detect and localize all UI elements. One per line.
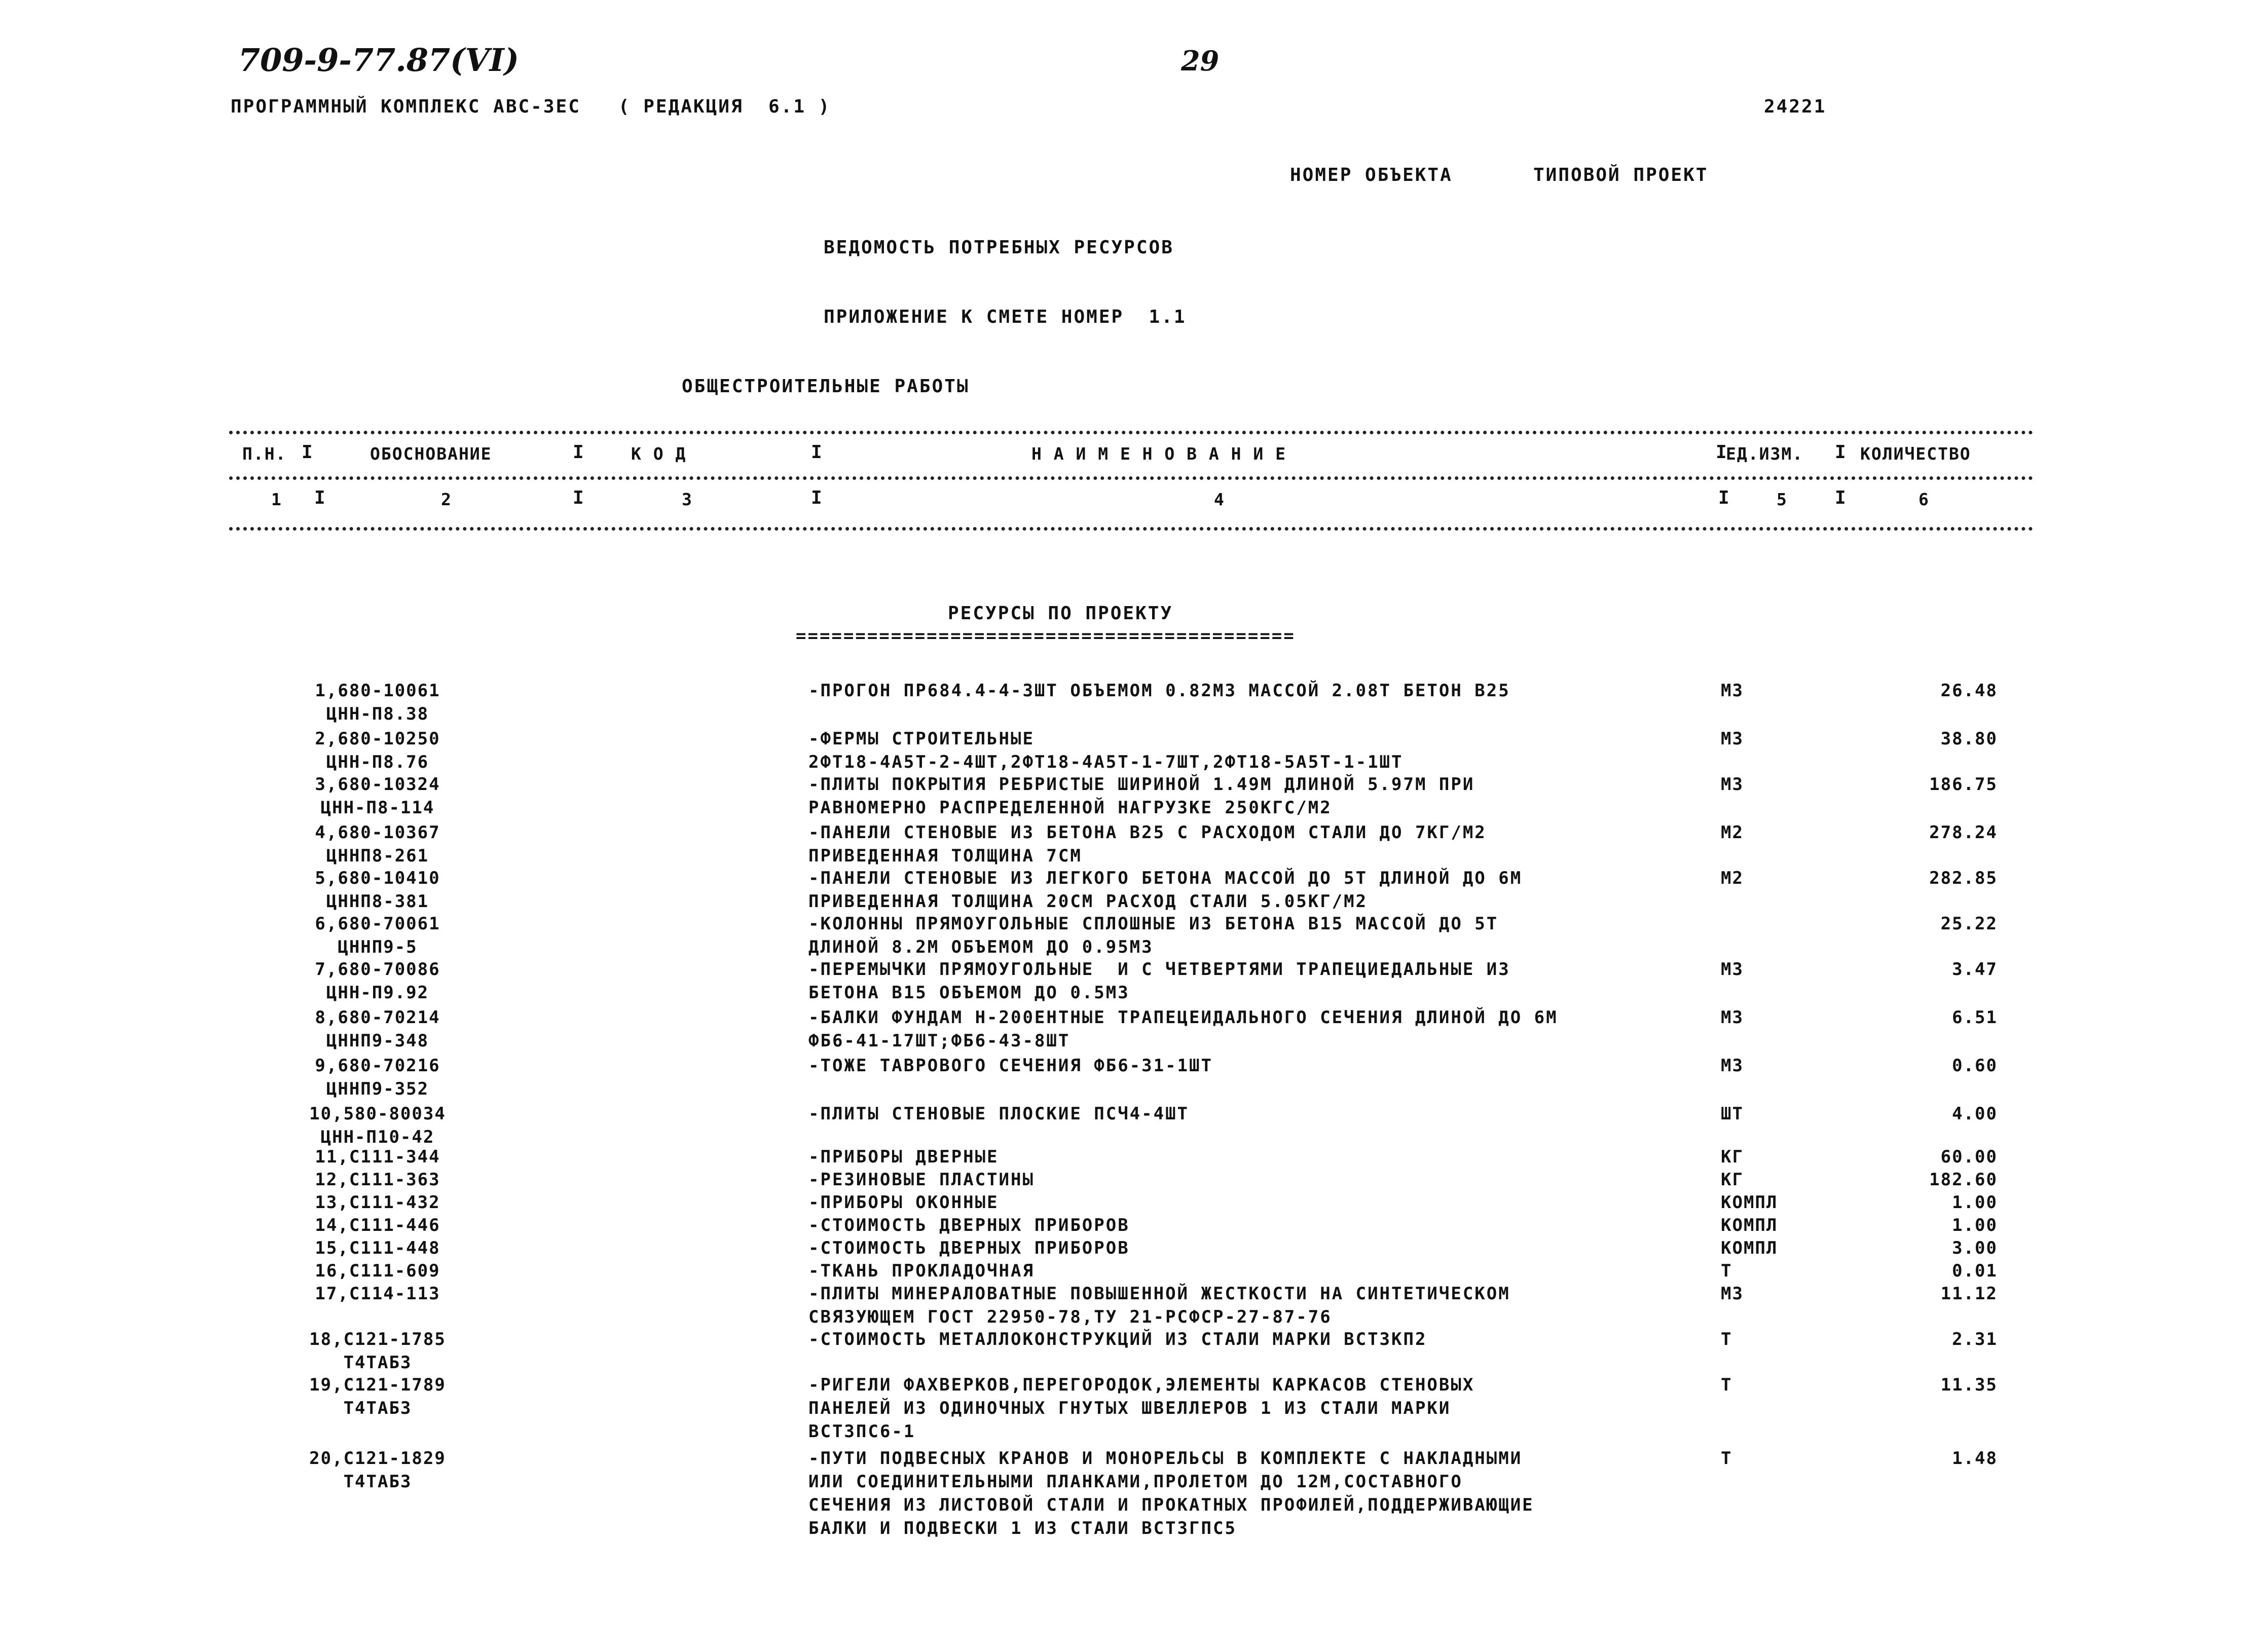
col-separator: I (811, 487, 822, 508)
resources-underline: ========================================== (796, 626, 1296, 646)
row-quantity: 1.48 (1952, 1448, 1998, 1469)
row-unit: М3 (1721, 1284, 1744, 1304)
row-name: -ПРИБОРЫ ОКОННЫЕ (808, 1192, 999, 1213)
row-unit: М3 (1721, 1007, 1744, 1028)
row-quantity: 186.75 (1929, 774, 1998, 795)
row-name: -ПРИБОРЫ ДВЕРНЫЕ (808, 1147, 999, 1167)
row-name: -СТОИМОСТЬ МЕТАЛЛОКОНСТРУКЦИЙ ИЗ СТАЛИ МАРКИ ВСТ3КП2 (808, 1329, 1427, 1349)
row-code: 10,580-80034 ЦНН-П10-42 (309, 1104, 446, 1147)
row-unit: М3 (1721, 1056, 1744, 1076)
handwritten-number: 709-9-77.87(VI) (238, 42, 519, 79)
col-header-code: К О Д (631, 444, 687, 464)
row-name: -ПАНЕЛИ СТЕНОВЫЕ ИЗ БЕТОНА В25 С РАСХОДОМ СТАЛИ ДО 7КГ/М2 ПРИВЕДЕННАЯ ТОЛЩИНА 7СМ (808, 822, 1487, 866)
row-unit: КОМПЛ (1721, 1192, 1778, 1213)
row-quantity: 0.01 (1952, 1261, 1998, 1281)
col-separator: I (302, 442, 313, 463)
row-code: 13,С111-432 (315, 1192, 440, 1213)
col-header-basis: ОБОСНОВАНИЕ (370, 444, 492, 464)
row-code: 9,680-70216 ЦННП9-352 (315, 1056, 440, 1099)
project-type: ТИПОВОЙ ПРОЕКТ (1533, 165, 1709, 185)
row-unit: Т (1721, 1448, 1732, 1469)
col-separator: I (811, 442, 822, 463)
row-unit: КОМПЛ (1721, 1238, 1778, 1258)
row-name: -РЕЗИНОВЫЕ ПЛАСТИНЫ (808, 1170, 1035, 1190)
row-unit: ШТ (1721, 1104, 1744, 1124)
col-separator: I (1835, 487, 1846, 508)
row-quantity: 6.51 (1952, 1007, 1998, 1028)
object-number-label: НОМЕР ОБЪЕКТА (1290, 165, 1453, 185)
row-code: 20,С121-1829 Т4ТАБ3 (309, 1448, 446, 1492)
row-name: -ПЛИТЫ ПОКРЫТИЯ РЕБРИСТЫЕ ШИРИНОЙ 1.49М ДЛИНОЙ 5.97М ПРИ РАВНОМЕРНО РАСПРЕДЕЛЕННОЙ НАГРУЗКЕ 250КГС/М2 (808, 774, 1475, 818)
row-quantity: 60.00 (1940, 1147, 1998, 1167)
row-code: 8,680-70214 ЦННП9-348 (315, 1007, 440, 1051)
row-code: 11,С111-344 (315, 1147, 440, 1167)
col-separator: I (573, 442, 584, 463)
table-bottom-rule (229, 527, 2034, 531)
row-code: 17,С114-113 (315, 1284, 440, 1304)
col-number: 3 (682, 490, 693, 509)
row-name: -ПАНЕЛИ СТЕНОВЫЕ ИЗ ЛЕГКОГО БЕТОНА МАССОЙ ДО 5Т ДЛИНОЙ ДО 6М ПРИВЕДЕННАЯ ТОЛЩИНА 20СМ РАСХОД СТАЛИ 5.05КГ/М2 (808, 868, 1523, 912)
col-number: 4 (1214, 490, 1225, 509)
row-unit: М3 (1721, 681, 1744, 701)
row-unit: М2 (1721, 822, 1744, 843)
col-number: 2 (441, 490, 452, 509)
row-unit: КГ (1721, 1170, 1744, 1190)
row-quantity: 182.60 (1929, 1170, 1998, 1190)
row-quantity: 282.85 (1929, 868, 1998, 888)
row-unit: КГ (1721, 1147, 1744, 1167)
row-code: 1,680-10061 ЦНН-П8.38 (315, 681, 440, 724)
row-unit: М3 (1721, 959, 1744, 980)
row-quantity: 11.35 (1940, 1375, 1998, 1395)
row-quantity: 3.47 (1952, 959, 1998, 980)
row-name: -ТОЖЕ ТАВРОВОГО СЕЧЕНИЯ ФБ6-31-1ШТ (808, 1056, 1213, 1076)
col-number: 5 (1777, 490, 1788, 509)
row-unit: М3 (1721, 729, 1744, 749)
row-name: -ПРОГОН ПР684.4-4-3ШТ ОБЪЕМОМ 0.82М3 МАССОЙ 2.08Т БЕТОН В25 (808, 681, 1510, 701)
row-name: -ПУТИ ПОДВЕСНЫХ КРАНОВ И МОНОРЕЛЬСЫ В КОМПЛЕКТЕ С НАКЛАДНЫМИ ИЛИ СОЕДИНИТЕЛЬНЫМИ ПЛАНКАМИ,ПРОЛЕТОМ ДО 12М,СОСТАВНОГО СЕЧЕНИЯ ИЗ ЛИСТОВОЙ СТАЛИ И ПРОКАТНЫХ ПРОФИЛЕЙ,ПОДДЕРЖИВАЮЩИЕ БАЛКИ И ПОДВЕСКИ 1 ИЗ СТАЛИ ВСТ3ГПС5 (808, 1448, 1534, 1538)
col-separator: I (573, 487, 584, 508)
row-quantity: 1.00 (1952, 1192, 1998, 1213)
row-code: 6,680-70061 ЦННП9-5 (315, 914, 440, 957)
program-name: ПРОГРАММНЫЙ КОМПЛЕКС АВС-3ЕС ( РЕДАКЦИЯ 6.1 ) (231, 96, 831, 117)
row-unit: Т (1721, 1261, 1732, 1281)
row-name: -РИГЕЛИ ФАХВЕРКОВ,ПЕРЕГОРОДОК,ЭЛЕМЕНТЫ КАРКАСОВ СТЕНОВЫХ ПАНЕЛЕЙ ИЗ ОДИНОЧНЫХ ГНУТЫХ ШВЕЛЛЕРОВ 1 ИЗ СТАЛИ МАРКИ ВСТ3ПС6-1 (808, 1375, 1475, 1442)
row-code: 18,С121-1785 Т4ТАБ3 (309, 1329, 446, 1373)
col-separator: I (1716, 442, 1727, 463)
resources-title: РЕСУРСЫ ПО ПРОЕКТУ (948, 603, 1173, 624)
row-name: -СТОИМОСТЬ ДВЕРНЫХ ПРИБОРОВ (808, 1238, 1130, 1258)
row-quantity: 38.80 (1940, 729, 1998, 749)
row-quantity: 25.22 (1940, 914, 1998, 934)
table-mid-rule (229, 476, 2034, 480)
row-name: -ФЕРМЫ СТРОИТЕЛЬНЫЕ 2ФТ18-4А5Т-2-4ШТ,2ФТ18-4А5Т-1-7ШТ,2ФТ18-5А5Т-1-1ШТ (808, 729, 1404, 772)
row-name: -СТОИМОСТЬ ДВЕРНЫХ ПРИБОРОВ (808, 1215, 1130, 1235)
col-number: 6 (1918, 490, 1930, 509)
row-code: 7,680-70086 ЦНН-П9.92 (315, 959, 440, 1003)
row-unit: Т (1721, 1329, 1732, 1349)
row-quantity: 278.24 (1929, 822, 1998, 843)
row-name: -ПЛИТЫ СТЕНОВЫЕ ПЛОСКИЕ ПСЧ4-4ШТ (808, 1104, 1190, 1124)
col-separator: I (314, 487, 325, 508)
section-title: ОБЩЕСТРОИТЕЛЬНЫЕ РАБОТЫ (682, 376, 970, 397)
row-code: 16,С111-609 (315, 1261, 440, 1281)
row-name: -БАЛКИ ФУНДАМ Н-200ЕНТНЫЕ ТРАПЕЦЕИДАЛЬНОГО СЕЧЕНИЯ ДЛИНОЙ ДО 6М ФБ6-41-17ШТ;ФБ6-43-8ШТ (808, 1007, 1558, 1051)
row-unit: М2 (1721, 868, 1744, 888)
table-top-rule (229, 431, 2034, 434)
row-code: 2,680-10250 ЦНН-П8.76 (315, 729, 440, 772)
row-code: 14,С111-446 (315, 1215, 440, 1235)
appendix-line: ПРИЛОЖЕНИЕ К СМЕТЕ НОМЕР 1.1 (824, 307, 1187, 327)
row-code: 12,С111-363 (315, 1170, 440, 1190)
row-code: 5,680-10410 ЦННП8-381 (315, 868, 440, 912)
col-header-name: Н А И М Е Н О В А Н И Е (1031, 444, 1286, 464)
row-code: 3,680-10324 ЦНН-П8-114 (315, 774, 440, 818)
row-code: 19,С121-1789 Т4ТАБ3 (309, 1375, 446, 1418)
col-header-item-number: П.Н. (242, 444, 287, 464)
page-number: 29 (1181, 45, 1220, 77)
col-header-quantity: КОЛИЧЕСТВО (1860, 444, 1971, 464)
row-name: -ТКАНЬ ПРОКЛАДОЧНАЯ (808, 1261, 1035, 1281)
row-quantity: 11.12 (1940, 1284, 1998, 1304)
row-code: 15,С111-448 (315, 1238, 440, 1258)
col-header-unit: ЕД.ИЗМ. (1726, 444, 1804, 464)
row-name: -КОЛОННЫ ПРЯМОУГОЛЬНЫЕ СПЛОШНЫЕ ИЗ БЕТОНА В15 МАССОЙ ДО 5Т ДЛИНОЙ 8.2М ОБЪЕМОМ ДО 0.95М3 (808, 914, 1499, 957)
row-name: -ПЕРЕМЫЧКИ ПРЯМОУГОЛЬНЫЕ И С ЧЕТВЕРТЯМИ ТРАПЕЦИЕДАЛЬНЫЕ ИЗ БЕТОНА В15 ОБЪЕМОМ ДО 0.5М3 (808, 959, 1510, 1003)
row-quantity: 2.31 (1952, 1329, 1998, 1349)
row-quantity: 26.48 (1940, 681, 1998, 701)
row-unit: М3 (1721, 774, 1744, 795)
doc-code: 24221 (1764, 96, 1827, 117)
row-code: 4,680-10367 ЦННП8-261 (315, 822, 440, 866)
row-quantity: 0.60 (1952, 1056, 1998, 1076)
row-unit: КОМПЛ (1721, 1215, 1778, 1235)
col-separator: I (1718, 487, 1729, 508)
row-name: -ПЛИТЫ МИНЕРАЛОВАТНЫЕ ПОВЫШЕННОЙ ЖЕСТКОСТИ НА СИНТЕТИЧЕСКОМ СВЯЗУЮЩЕМ ГОСТ 22950-78,ТУ 21-РСФСР-27-87-76 (808, 1284, 1510, 1327)
row-quantity: 4.00 (1952, 1104, 1998, 1124)
row-quantity: 1.00 (1952, 1215, 1998, 1235)
col-number: 1 (271, 490, 282, 509)
document-title: ВЕДОМОСТЬ ПОТРЕБНЫХ РЕСУРСОВ (824, 237, 1174, 258)
col-separator: I (1835, 442, 1846, 463)
row-quantity: 3.00 (1952, 1238, 1998, 1258)
row-unit: Т (1721, 1375, 1732, 1395)
